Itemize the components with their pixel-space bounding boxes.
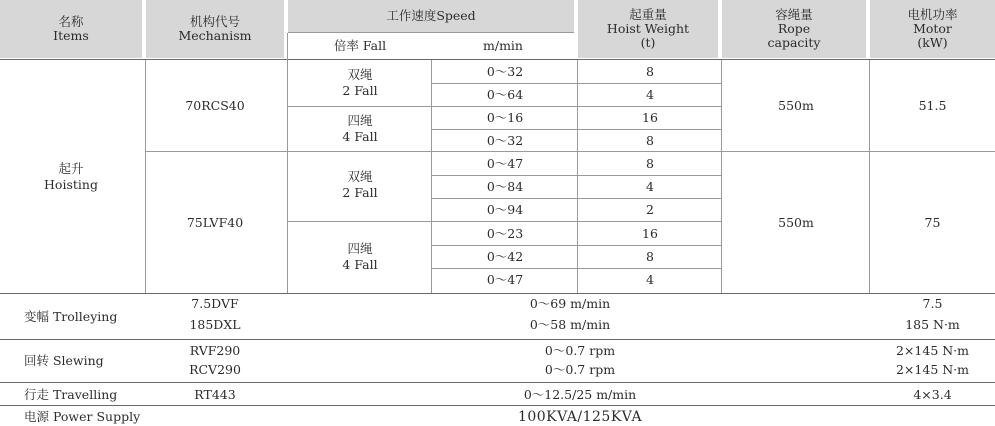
speed-cell: 0～94 — [486, 201, 524, 217]
header-mechanism — [146, 0, 284, 58]
speed-cell: 0～47 — [486, 155, 524, 171]
trolleying-mechanism: 7.5DVF — [191, 296, 239, 311]
travelling-motor: 4×3.4 — [913, 387, 952, 402]
trolleying-speed: 0～58 m/min — [529, 317, 611, 332]
weight-cell: 16 — [642, 225, 658, 241]
slewing-speed: 0～0.7 rpm — [544, 342, 616, 358]
power-value: 100KVA/125KVA — [517, 408, 643, 425]
travelling-label: 行走 Travelling — [24, 387, 118, 402]
header-items-en: Items — [53, 28, 89, 43]
fall-group — [288, 152, 432, 218]
header-weight — [578, 0, 718, 58]
rule — [0, 59, 995, 60]
header-rope — [722, 0, 866, 58]
slewing-label: 回转 Slewing — [24, 353, 104, 368]
rule — [288, 106, 722, 107]
rule — [0, 382, 995, 383]
trolleying-mechanism: 185DXL — [189, 317, 241, 332]
speed-cell: 0～42 — [486, 248, 524, 264]
header-rope-cn: 容绳量 — [775, 7, 813, 22]
trolleying-motor: 185 N·m — [905, 317, 960, 332]
rule — [288, 221, 722, 222]
fall-en: 4 Fall — [342, 257, 378, 272]
fall-cn: 双绳 — [347, 67, 373, 82]
header-speed — [288, 0, 574, 32]
fall-group — [288, 222, 432, 292]
fall-cn: 双绳 — [347, 169, 373, 184]
rope-cell: 550m — [778, 98, 814, 113]
rule — [721, 60, 722, 293]
power-label: 电源 Power Supply — [24, 408, 141, 424]
weight-cell: 8 — [646, 63, 654, 79]
mechanism-label: 75LVF40 — [186, 215, 244, 230]
mechanism-70rcs40 — [146, 60, 284, 152]
trolleying-label: 变幅 Trolleying — [24, 309, 118, 324]
weight-cell: 4 — [646, 272, 654, 287]
rule — [288, 32, 574, 33]
fall-en: 2 Fall — [342, 185, 378, 200]
weight-cell: 4 — [646, 86, 654, 102]
rope-cell: 550m — [778, 215, 814, 230]
hoisting-label-en: Hoisting — [44, 177, 98, 192]
header-speed-unit — [432, 33, 574, 58]
speed-cell: 0～84 — [486, 178, 524, 194]
header-mechanism-en: Mechanism — [178, 28, 252, 43]
fall-en: 2 Fall — [342, 83, 378, 98]
rule — [0, 405, 995, 406]
weight-cell: 8 — [646, 248, 654, 264]
header-speed-unit-label: m/min — [483, 37, 523, 53]
rule — [287, 33, 288, 293]
weight-cell: 2 — [646, 201, 654, 217]
header-rope-en2: capacity — [767, 35, 821, 50]
speed-cell: 0～16 — [486, 109, 524, 125]
fall-cn: 四绳 — [347, 241, 373, 256]
weight-cell: 4 — [646, 178, 654, 194]
rule — [146, 151, 995, 152]
motor-cell: 75 — [924, 215, 941, 230]
header-weight-en: Hoist Weight — [606, 21, 690, 36]
fall-group — [288, 106, 432, 152]
weight-cell: 8 — [646, 155, 654, 171]
fall-cn: 四绳 — [347, 113, 373, 128]
header-motor — [870, 0, 995, 58]
hoisting-label — [0, 60, 142, 294]
slewing-mechanism: RCV290 — [189, 361, 241, 377]
trolleying-motor: 7.5 — [922, 296, 943, 311]
slewing-motor: 2×145 N·m — [895, 361, 970, 377]
rule — [431, 60, 432, 293]
slewing-motor: 2×145 N·m — [895, 342, 970, 358]
hoisting-label-cn: 起升 — [58, 161, 84, 176]
motor-cell: 51.5 — [918, 98, 947, 113]
rule — [869, 60, 870, 293]
header-mechanism-cn: 机构代号 — [189, 14, 240, 29]
mechanism-label: 70RCS40 — [185, 98, 245, 113]
weight-cell: 8 — [646, 132, 654, 148]
travelling-speed: 0～12.5/25 m/min — [523, 387, 637, 402]
header-motor-en: Motor — [913, 21, 952, 36]
slewing-mechanism: RVF290 — [189, 342, 241, 358]
travelling-mechanism: RT443 — [194, 387, 236, 402]
weight-cell: 16 — [642, 109, 658, 125]
speed-cell: 0～47 — [486, 272, 524, 287]
header-speed-label: 工作速度Speed — [386, 8, 476, 23]
rule — [0, 339, 995, 340]
speed-cell: 0～23 — [486, 225, 524, 241]
header-fall — [288, 33, 432, 58]
fall-en: 4 Fall — [342, 129, 378, 144]
fall-group — [288, 60, 432, 106]
header-motor-unit: (kW) — [917, 35, 948, 50]
header-fall-label: 倍率 Fall — [333, 37, 387, 53]
header-weight-unit: (t) — [640, 35, 656, 50]
rule — [145, 60, 146, 293]
speed-cell: 0～32 — [486, 63, 524, 79]
slewing-speed: 0～0.7 rpm — [544, 361, 616, 377]
trolleying-speed: 0～69 m/min — [529, 296, 611, 311]
rule — [577, 60, 578, 293]
header-items-cn: 名称 — [58, 14, 84, 29]
speed-cell: 0～64 — [486, 86, 524, 102]
mechanism-75lvf40 — [146, 152, 284, 294]
rule — [0, 293, 995, 294]
header-motor-cn: 电机功率 — [907, 7, 958, 22]
header-rope-en1: Rope — [777, 21, 811, 36]
header-weight-cn: 起重量 — [629, 7, 667, 22]
header-items — [0, 0, 142, 58]
speed-cell: 0～32 — [486, 132, 524, 148]
